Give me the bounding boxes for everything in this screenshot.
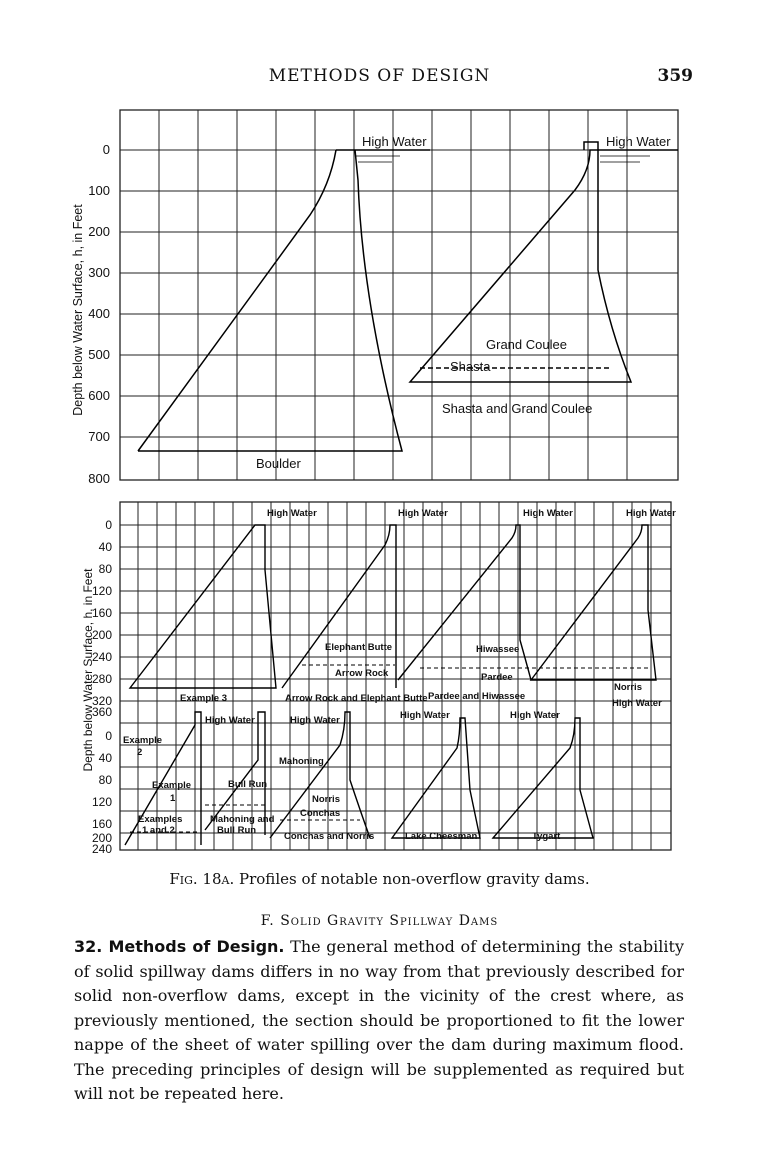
section-title: Solid Gravity Spillway Dams: [280, 913, 499, 929]
y-tick: 300: [88, 265, 110, 280]
label-lake-cheesman: Lake Cheesman: [405, 831, 478, 842]
y-tick: 0: [105, 729, 112, 743]
label-arrow-rock: Arrow Rock: [335, 668, 389, 679]
y-tick: 280: [91, 672, 112, 686]
label-example-3: Example 3: [180, 693, 227, 704]
label-high-water: High Water: [612, 698, 662, 709]
y-tick: 200: [91, 628, 112, 642]
y-tick: 400: [88, 306, 110, 321]
label-bull-run: Bull Run: [228, 779, 268, 790]
y-tick: 160: [91, 606, 112, 620]
label-pardee-and-hiwassee: Pardee and Hiwassee: [428, 691, 526, 702]
y-tick: 120: [91, 795, 112, 809]
label-example-1: Example: [152, 780, 192, 791]
figure-bottom: [0, 490, 759, 860]
paragraph-heading: 32. Methods of Design.: [74, 937, 285, 956]
label-high-water: High Water: [205, 715, 255, 726]
label-high-water: High Water: [267, 508, 317, 519]
y-tick: 200: [91, 831, 112, 845]
y-tick: 80: [98, 773, 112, 787]
label-boulder: Boulder: [256, 456, 301, 471]
y-tick: 80: [98, 562, 112, 576]
label-norris: Norris: [614, 682, 642, 693]
figure-top: [0, 0, 759, 490]
y-tick: 700: [88, 429, 110, 444]
label-mahoning: Mahoning: [279, 756, 324, 767]
label-examples-1-and-2: Examples: [138, 814, 183, 825]
label-high-water: High Water: [398, 508, 448, 519]
label-shasta: Shasta: [450, 359, 491, 374]
label-conchas-and-norris: Conchas and Norris: [284, 831, 375, 842]
label-high-water: High Water: [362, 134, 427, 149]
label-arrow-rock-and-elephant-butte: Arrow Rock and Elephant Butte: [285, 693, 428, 704]
y-tick: 100: [88, 183, 110, 198]
body-paragraph: [74, 935, 684, 1107]
label-examples-1-and-2-b: 1 and 2: [142, 825, 175, 836]
y-tick: 160: [91, 817, 112, 831]
label-conchas: Conchas: [300, 808, 341, 819]
label-high-water: High Water: [290, 715, 340, 726]
y-tick: 240: [91, 842, 112, 856]
label-norris: Norris: [312, 794, 340, 805]
label-hiwassee: Hiwassee: [476, 644, 520, 655]
y-tick: 40: [98, 751, 112, 765]
section-heading: [0, 913, 759, 929]
page-number: 359: [657, 66, 693, 86]
label-high-water: High Water: [400, 710, 450, 721]
label-high-water: High Water: [606, 134, 671, 149]
figure-number: Fig. 18a.: [169, 870, 235, 888]
label-mahoning-and-bull-run-b: Bull Run: [217, 825, 257, 836]
label-high-water: High Water: [626, 508, 676, 519]
label-pardee: Pardee: [481, 672, 513, 683]
y-tick: 0: [105, 518, 112, 532]
label-elephant-butte: Elephant Butte: [325, 642, 393, 653]
y-tick: 500: [88, 347, 110, 362]
label-tygart: Tygart: [532, 831, 561, 842]
figure-caption-text: Profiles of notable non-overflow gravity dams.: [239, 870, 590, 888]
figure-caption: [0, 870, 759, 888]
y-tick: 360: [91, 705, 112, 719]
label-high-water: High Water: [510, 710, 560, 721]
label-example-1-num: 1: [170, 793, 176, 804]
boulder-profile: [138, 150, 430, 451]
label-shasta-and-grand-coulee: Shasta and Grand Coulee: [442, 401, 593, 416]
y-tick: 40: [98, 540, 112, 554]
y-tick: 200: [88, 224, 110, 239]
label-grand-coulee: Grand Coulee: [486, 337, 567, 352]
label-example-2-num: 2: [137, 747, 143, 758]
y-axis-label: Depth below Water Surface, h, in Feet: [81, 568, 95, 772]
y-tick: 320: [91, 694, 112, 708]
y-axis-label: Depth below Water Surface, h, in Feet: [71, 204, 85, 416]
y-tick: 800: [88, 471, 110, 486]
y-tick: 600: [88, 388, 110, 403]
paragraph-text: The general method of determining the stability of solid spillway dams differs in no way from that previously described for solid non-overflow dams, except in the vicinity of the crest where, as previously mentioned, the section should be proportioned to fit the lower nappe of the sheet of water spilling over the dam during maximum flood. The preceding principles of design will be supplemented as required but will not be repeated here.: [74, 937, 684, 1103]
section-letter: F.: [260, 913, 275, 929]
label-mahoning-and-bull-run: Mahoning and: [210, 814, 275, 825]
running-header: METHODS OF DESIGN: [268, 66, 491, 86]
label-example-2: Example: [123, 735, 163, 746]
label-high-water: High Water: [523, 508, 573, 519]
y-tick: 240: [91, 650, 112, 664]
y-tick: 0: [102, 142, 110, 157]
y-tick: 120: [91, 584, 112, 598]
